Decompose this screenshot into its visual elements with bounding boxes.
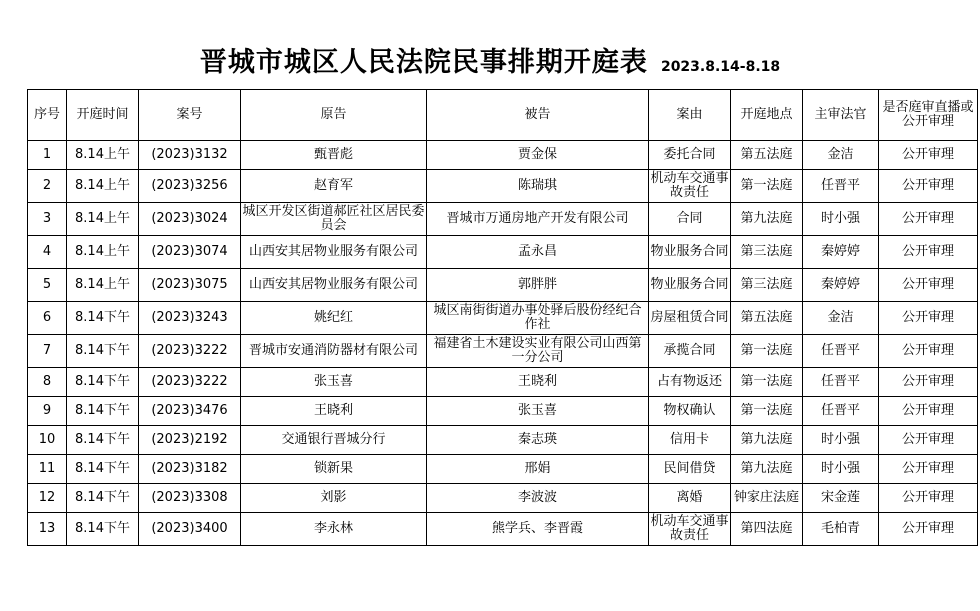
cell-time: 8.14下午 [67, 368, 139, 397]
cell-judge: 时小强 [803, 455, 879, 484]
cell-cause: 民间借贷 [649, 455, 731, 484]
cell-court: 钟家庄法庭 [731, 484, 803, 513]
cell-time: 8.14上午 [67, 236, 139, 269]
cell-court: 第五法庭 [731, 302, 803, 335]
cell-cause: 占有物返还 [649, 368, 731, 397]
cell-defendant: 熊学兵、李晋霞 [427, 513, 649, 546]
cell-cause: 物业服务合同 [649, 236, 731, 269]
cell-judge: 任晋平 [803, 368, 879, 397]
cell-plaintiff: 交通银行晋城分行 [241, 426, 427, 455]
cell-time: 8.14下午 [67, 302, 139, 335]
cell-no: 9 [28, 397, 67, 426]
cell-case-no: (2023)3024 [139, 203, 241, 236]
cell-defendant: 晋城市万通房地产开发有限公司 [427, 203, 649, 236]
document-title: 晋城市城区人民法院民事排期开庭表 [199, 47, 648, 78]
cell-public: 公开审理 [879, 141, 978, 170]
cell-no: 10 [28, 426, 67, 455]
cell-judge: 毛柏青 [803, 513, 879, 546]
cell-plaintiff: 晋城市安通消防器材有限公司 [241, 335, 427, 368]
cell-case-no: (2023)3308 [139, 484, 241, 513]
cell-no: 6 [28, 302, 67, 335]
cell-court: 第一法庭 [731, 368, 803, 397]
cell-judge: 时小强 [803, 203, 879, 236]
table-row [28, 236, 978, 269]
cell-time: 8.14下午 [67, 455, 139, 484]
cell-case-no: (2023)3256 [139, 170, 241, 203]
cell-no: 13 [28, 513, 67, 546]
cell-public: 公开审理 [879, 426, 978, 455]
cell-plaintiff: 张玉喜 [241, 368, 427, 397]
cell-cause: 委托合同 [649, 141, 731, 170]
cell-no: 1 [28, 141, 67, 170]
header-row [28, 90, 978, 141]
table-row [28, 335, 978, 368]
cell-time: 8.14上午 [67, 141, 139, 170]
cell-no: 5 [28, 269, 67, 302]
header-cause: 案由 [649, 90, 731, 141]
cell-defendant: 邢娟 [427, 455, 649, 484]
cell-public: 公开审理 [879, 302, 978, 335]
cell-case-no: (2023)3075 [139, 269, 241, 302]
cell-court: 第四法庭 [731, 513, 803, 546]
cell-cause: 信用卡 [649, 426, 731, 455]
cell-time: 8.14下午 [67, 484, 139, 513]
cell-cause: 离婚 [649, 484, 731, 513]
cell-defendant: 陈瑞琪 [427, 170, 649, 203]
cell-plaintiff: 山西安其居物业服务有限公司 [241, 236, 427, 269]
cell-cause: 承揽合同 [649, 335, 731, 368]
cell-cause: 机动车交通事故责任 [649, 170, 731, 203]
table-row [28, 141, 978, 170]
cell-judge: 秦婷婷 [803, 236, 879, 269]
cell-plaintiff: 山西安其居物业服务有限公司 [241, 269, 427, 302]
table-body [28, 141, 978, 546]
cell-court: 第九法庭 [731, 203, 803, 236]
cell-case-no: (2023)3182 [139, 455, 241, 484]
header-time: 开庭时间 [67, 90, 139, 141]
table-row [28, 269, 978, 302]
cell-no: 8 [28, 368, 67, 397]
cell-public: 公开审理 [879, 484, 978, 513]
cell-defendant: 郭胖胖 [427, 269, 649, 302]
cell-no: 3 [28, 203, 67, 236]
cell-cause: 物权确认 [649, 397, 731, 426]
schedule-table [27, 89, 978, 546]
cell-public: 公开审理 [879, 203, 978, 236]
table-row [28, 368, 978, 397]
cell-judge: 金洁 [803, 141, 879, 170]
cell-defendant: 孟永昌 [427, 236, 649, 269]
cell-time: 8.14下午 [67, 426, 139, 455]
cell-court: 第一法庭 [731, 335, 803, 368]
cell-cause: 机动车交通事故责任 [649, 513, 731, 546]
cell-court: 第九法庭 [731, 426, 803, 455]
cell-cause: 合同 [649, 203, 731, 236]
cell-defendant: 城区南街街道办事处驿后股份经纪合作社 [427, 302, 649, 335]
cell-no: 11 [28, 455, 67, 484]
header-case-no: 案号 [139, 90, 241, 141]
cell-judge: 任晋平 [803, 335, 879, 368]
cell-public: 公开审理 [879, 455, 978, 484]
cell-judge: 任晋平 [803, 397, 879, 426]
cell-case-no: (2023)3222 [139, 335, 241, 368]
header-plaintiff: 原告 [241, 90, 427, 141]
cell-court: 第五法庭 [731, 141, 803, 170]
table-row [28, 203, 978, 236]
table-row [28, 426, 978, 455]
cell-judge: 宋金莲 [803, 484, 879, 513]
cell-public: 公开审理 [879, 368, 978, 397]
cell-court: 第九法庭 [731, 455, 803, 484]
document-title-bar [0, 40, 980, 79]
cell-case-no: (2023)3400 [139, 513, 241, 546]
cell-time: 8.14下午 [67, 397, 139, 426]
cell-no: 7 [28, 335, 67, 368]
table-row [28, 455, 978, 484]
cell-defendant: 秦志瑛 [427, 426, 649, 455]
cell-court: 第三法庭 [731, 269, 803, 302]
cell-court: 第一法庭 [731, 397, 803, 426]
date-range: 2023.8.14-8.18 [660, 59, 781, 75]
cell-court: 第三法庭 [731, 236, 803, 269]
header-no: 序号 [28, 90, 67, 141]
cell-defendant: 张玉喜 [427, 397, 649, 426]
cell-no: 4 [28, 236, 67, 269]
cell-cause: 房屋租赁合同 [649, 302, 731, 335]
cell-defendant: 李波波 [427, 484, 649, 513]
table-row [28, 170, 978, 203]
header-judge: 主审法官 [803, 90, 879, 141]
cell-time: 8.14上午 [67, 269, 139, 302]
cell-public: 公开审理 [879, 236, 978, 269]
cell-court: 第一法庭 [731, 170, 803, 203]
cell-time: 8.14上午 [67, 203, 139, 236]
cell-defendant: 贾金保 [427, 141, 649, 170]
header-public: 是否庭审直播或公开审理 [879, 90, 978, 141]
cell-case-no: (2023)3476 [139, 397, 241, 426]
cell-plaintiff: 姚纪红 [241, 302, 427, 335]
cell-judge: 金洁 [803, 302, 879, 335]
cell-no: 2 [28, 170, 67, 203]
cell-judge: 时小强 [803, 426, 879, 455]
cell-public: 公开审理 [879, 513, 978, 546]
cell-no: 12 [28, 484, 67, 513]
cell-time: 8.14下午 [67, 335, 139, 368]
cell-public: 公开审理 [879, 335, 978, 368]
table-row [28, 513, 978, 546]
cell-judge: 秦婷婷 [803, 269, 879, 302]
cell-case-no: (2023)3074 [139, 236, 241, 269]
table-row [28, 302, 978, 335]
cell-time: 8.14下午 [67, 513, 139, 546]
cell-case-no: (2023)3243 [139, 302, 241, 335]
cell-time: 8.14上午 [67, 170, 139, 203]
cell-public: 公开审理 [879, 269, 978, 302]
cell-defendant: 福建省土木建设实业有限公司山西第一分公司 [427, 335, 649, 368]
table-row [28, 484, 978, 513]
cell-defendant: 王晓利 [427, 368, 649, 397]
cell-plaintiff: 甄晋彪 [241, 141, 427, 170]
cell-plaintiff: 刘影 [241, 484, 427, 513]
cell-plaintiff: 锁新果 [241, 455, 427, 484]
cell-plaintiff: 赵育军 [241, 170, 427, 203]
cell-judge: 任晋平 [803, 170, 879, 203]
cell-public: 公开审理 [879, 397, 978, 426]
cell-plaintiff: 李永林 [241, 513, 427, 546]
header-defendant: 被告 [427, 90, 649, 141]
cell-public: 公开审理 [879, 170, 978, 203]
cell-plaintiff: 城区开发区街道郝匠社区居民委员会 [241, 203, 427, 236]
cell-case-no: (2023)3132 [139, 141, 241, 170]
cell-plaintiff: 王晓利 [241, 397, 427, 426]
cell-case-no: (2023)2192 [139, 426, 241, 455]
header-court: 开庭地点 [731, 90, 803, 141]
cell-case-no: (2023)3222 [139, 368, 241, 397]
table-row [28, 397, 978, 426]
cell-cause: 物业服务合同 [649, 269, 731, 302]
